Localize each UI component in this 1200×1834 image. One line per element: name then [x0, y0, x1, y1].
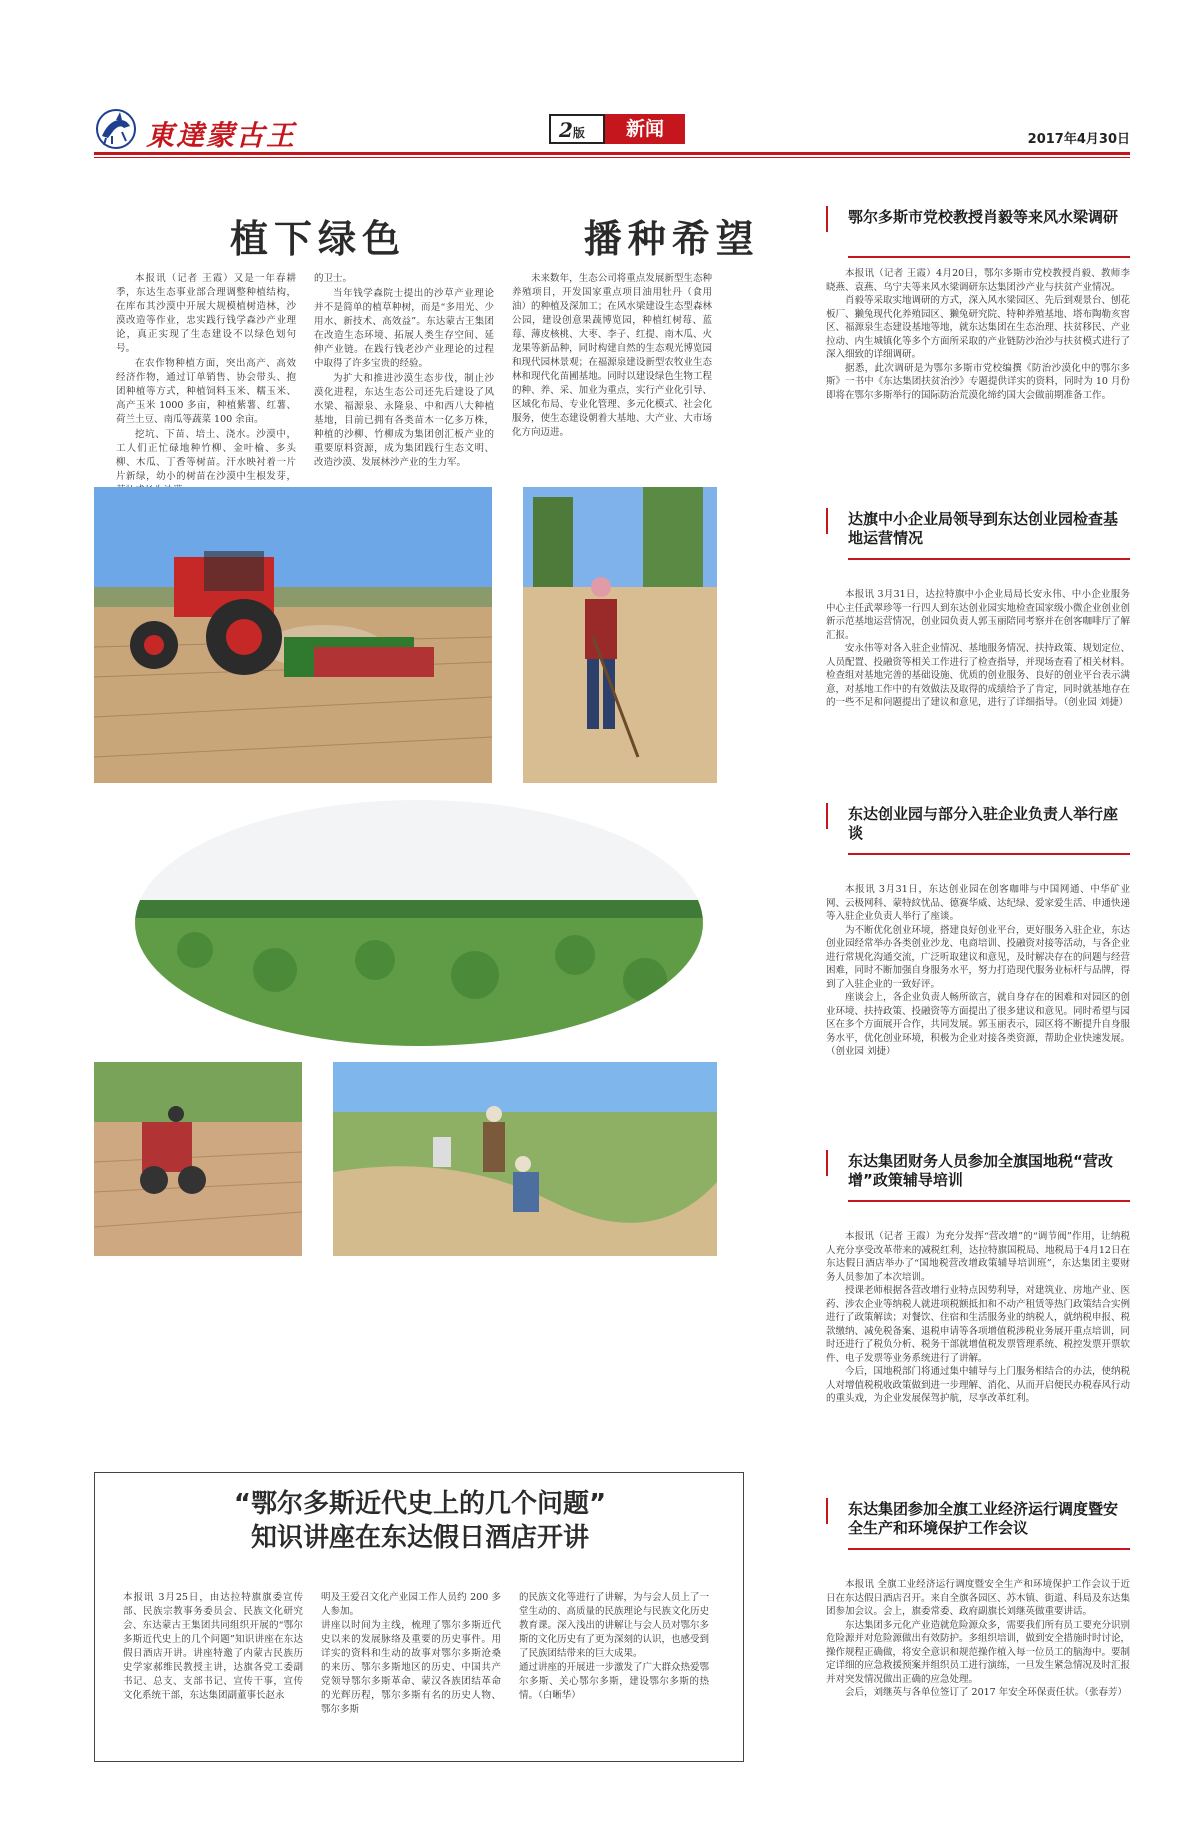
lecture-column-1: 本报讯 3月25日，由达拉特旗旗委宣传部、民族宗教事务委员会、民族文化研究会、东达蒙古王集团共同组织开展的“鄂尔多斯近代史上的几个问题”知识讲座在东达假日酒店开讲。讲座特邀了内蒙古民族历史学家郝维民教授主讲，达旗各党工委副书记、总支、支部书记、宣传干事，宣传文化系统干部，东达集团副董事长赵永: [123, 1592, 303, 1701]
side-article-title: 东达集团财务人员参加全旗国地税“营改增”政策辅导培训: [848, 1152, 1113, 1189]
edition-number: 2: [559, 118, 573, 142]
paragraph: 挖坑、下苗、培土、浇水。沙漠中，工人们正忙碌地种竹柳、金叶榆、多头柳、木瓜、丁香等树苗。汗水映衬着一片片新绿，幼小的树苗在沙漠中生根发芽，: [116, 429, 296, 482]
paragraph: 今后，国地税部门将通过集中辅导与上门服务相结合的办法，使纳税人对增值税税收政策做到进一步理解、消化、从而开启便民办税春风行动的重头戏，为企业发展保驾护航，尽享改革红利。: [826, 1366, 1131, 1404]
lecture-title: [95, 1487, 745, 1555]
paragraph: 本报讯（记者 王霞）又是一年春耕季，东达生态事业部合理调整种植结构，在库布其沙漠中开展大规模植树造林，沙漠改造等作业，忠实践行钱学森沙产业理论，真正实现了生态建设不以绿色划句号。: [116, 273, 296, 354]
photo-woman-planting: [523, 487, 717, 783]
photo-grassland-oval: [135, 800, 703, 1046]
lecture-column-3: 的民族文化等进行了讲解，为与会人员上了一堂生动的、高质量的民族理论与民族文化历史教育课。深入浅出的讲解让与会人员对鄂尔多斯的文化历史有了更为深刻的认识，也感受到了民族团结带来的巨大成果。 通过讲座的开展进一步激发了广大群众热爱鄂尔多斯、关心鄂尔多斯，建设鄂尔多斯的热情。（白晰华）: [519, 1592, 710, 1701]
side-article-body: [826, 883, 1130, 1059]
main-column-2: [314, 272, 494, 471]
side-article-4: [826, 1152, 1130, 1406]
lecture-title-line-1: “鄂尔多斯近代史上的几个问题”: [233, 1489, 607, 1519]
lecture-article: [94, 1472, 744, 1762]
paragraph: 本报讯 3月31日，达拉特旗中小企业局局长安永伟、中小企业服务中心主任武翠珍等一行四人到东达创业园实地检查国家级小微企业创业创新示范基地运营情况，创业园负责人郭玉丽陪同考察并在创客咖啡厅了解汇报。: [826, 589, 1131, 641]
side-article-body: [826, 588, 1130, 710]
paragraph: 东达集团多元化产业造就危险源众多，需要我们所有员工要充分识别危险源并对危险源做出有效防护。多组织培训，做到安全措施时时讨论，操作规程正确做，将安全意识和规范操作植入每一位员工的脑海中。要制定详细的应急救援预案并组织员工进行演练，一旦发生紧急情况及时汇报并对突发情况做出正确的应急处理。: [826, 1619, 1131, 1685]
masthead: [94, 108, 1130, 154]
paragraph: 本报讯（记者 王霞）4月20日，鄂尔多斯市党校教授肖毅、教师李晓燕、袁燕、乌宁夫等来风水梁调研东达集团沙产业与扶贫产业情况。: [826, 268, 1130, 293]
paragraph: 为扩大和推进沙漠生态步伐，制止沙漠化进程，东达生态公司还先后建设了风水梁、福源泉、永隆泉、中和西八大种植基地，目前已拥有各类苗木一亿多万株，种植的沙柳、竹柳成为集团创汇板产业的重要原料资源，成为集团践行生态文明、改造沙漠、发展林沙产业的生力军。: [314, 373, 494, 468]
paragraph: 在农作物种植方面，突出高产、高效经济作物，通过订单销售、协会带头、抱团种植等方式，种植饲料玉米、糯玉米、高产玉米 1000 多亩，种植紫薯、红薯、荷兰土豆、南瓜等蔬菜 100 余亩。: [116, 358, 296, 425]
side-article-title: 达旗中小企业局领导到东达创业园检查基地运营情况: [848, 510, 1119, 547]
horse-rider-logo-icon: [94, 108, 138, 150]
side-article-title: 东达集团参加全旗工业经济运行调度暨安全生产和环境保护工作会议: [848, 1500, 1119, 1537]
edition-suffix: 版: [572, 126, 585, 140]
section-tab: 新闻: [605, 114, 685, 144]
side-title-underline: [848, 256, 1130, 258]
main-headline: 植下绿色 播种希望: [230, 217, 760, 261]
side-article-body: [826, 1578, 1130, 1700]
paragraph: 未来数年，生态公司将重点发展新型生态种养殖项目，开发国家重点项目油用牡丹（食用油）的种植及深加工；在风水梁建设生态型森林公园，建设创意果蔬博览园，种植红树莓、蓝莓、薄皮核桃、大枣、李子、红提、南木瓜、火龙果等新品种，同时构建自然的生态观光博览园和现代园林景观；在福源泉建设新型农牧业生态林和现代化苗圃基地。同时以建设绿色生物工程的种、养、采、加业为重点，实行产业化引导、区域化布局、专业化管理、多元化模式、社会化服务，使生态建设朝着大基地、大产业、大市场化方向迈进。: [512, 273, 712, 438]
side-title-underline: [848, 853, 1130, 855]
masthead-rule-thin: [94, 157, 1130, 158]
lecture-column-2: 明及王爱召文化产业园工作人员约 200 多人参加。 讲座以时间为主线，梳理了鄂尔多斯近代史以来的发展脉络及重要的历史事件。用详实的资料和生动的故事对鄂尔多斯沧桑的来历、鄂尔多斯地区的历史、中国共产党领导鄂尔多斯革命、蒙汉各族团结革命的光辉历程，鄂尔多斯有名的历史人物、鄂尔多斯: [321, 1592, 501, 1715]
logo-text: 東達蒙古王: [146, 119, 297, 152]
side-article-title: 东达创业园与部分入驻企业负责人举行座谈: [848, 805, 1119, 842]
photo-workers-planting: [333, 1062, 717, 1256]
main-column-3: [512, 272, 712, 441]
paragraph: 安永伟等对各入驻企业情况、基地服务情况、扶持政策、规划定位、人员配置、投融资等相关工作进行了检查指导，并现场查看了相关材料。检查组对基地完善的基础设施、优质的创业服务、良好的创业平台表示满意，对基地工作中的有效做法及取得的成绩给予了肯定，同时就基地存在的一些不足和问题提出了建议和意见，进行了详细指导。（创业园 刘捷）: [826, 643, 1131, 708]
issue-date: 2017年4月30日: [1027, 132, 1130, 147]
paragraph: 当年钱学森院士提出的沙草产业理论并不是简单的植草种树，而是“多用光、少用水、新技术、高效益”。东达蒙古王集团在改造生态环境、拓展人类生存空间、延伸产业链。在践行钱老沙产业理论的过程中取得了许多宝贵的经验。: [314, 288, 494, 369]
paragraph: 授课老师根据各营改增行业特点因势利导，对建筑业、房地产业、医药、涉农企业等纳税人就进项税额抵扣和不动产租赁等热门政策结合实例进行了政策解读；对餐饮、住宿和生活服务业的纳税人，就纳税申报、税款缴纳、减免税备案、退税申请等各项增值税涉税业务展开重点培训，同时还进行了税负分析、税务干部就增值税发票管理系统、税控发票开票软件、电子发票等业务系统进行了讲解。: [826, 1285, 1131, 1364]
paragraph: 本报讯（记者 王霞）为充分发挥“营改增”的“调节阀”作用，让纳税人充分享受改革带来的减税红利，达拉特旗国税局、地税局于4月12日在东达假日酒店举办了“国地税营改增政策辅导培训班”，东达集团主要财务人员参加了本次培训。: [826, 1231, 1130, 1283]
side-article-title: 鄂尔多斯市党校教授肖毅等来风水梁调研: [848, 208, 1119, 226]
edition-number-box: [549, 114, 605, 144]
paragraph: 为不断优化创业环境，搭建良好创业平台，更好服务入驻企业，东达创业园经常举办各类创业沙龙、电商培训、投融资对接等活动，与各企业进行常规化沟通交流，广泛听取建议和意见，及时解决存在的问题与经营困难，同时不断加强自身服务水平，努力打造现代服务业标杆与品牌，得到了入驻企业的一致好评。: [826, 924, 1131, 990]
paragraph: 座谈会上，各企业负责人畅所欲言，就自身存在的困难和对园区的创业环境、扶持政策、投融资等方面提出了很多建议和意见。同时希望与园区在多个方面展开合作，共同发展。郭玉丽表示，园区将不断提升自身服务水平，优化创业环境，积极为企业对接各类资源，帮助企业快速发展。（创业园 刘捷）: [826, 992, 1131, 1057]
photo-tractor-plowing: [94, 487, 492, 783]
paragraph: 本报讯 3月31日，东达创业园在创客咖啡与中国网通、中华矿业网、云极网科、蒙特紋忧品、德赛华威、达纪绿、爱家爱生活、申通快递等入驻企业负责人举行了座谈。: [826, 884, 1131, 922]
side-article-5: [826, 1500, 1130, 1700]
side-article-3: [826, 805, 1130, 1059]
paragraph: 据悉，此次调研是为鄂尔多斯市党校编撰《防治沙漠化中的鄂尔多斯》一书中《东达集团扶贫治沙》专题提供详实的资料，同时为 10 月份即将在鄂尔多斯举行的国际防治荒漠化缔约国大会做前期准备工作。: [826, 362, 1130, 401]
side-article-2: [826, 510, 1130, 710]
side-article-body: [826, 1230, 1130, 1406]
photo-machine-planting: [94, 1062, 302, 1256]
paragraph: 的卫士。: [314, 273, 353, 284]
paragraph: 本报讯 全旗工业经济运行调度暨安全生产和环境保护工作会议于近日在东达假日酒店召开。来自全旗各园区、苏木镇、街道、科局及东达集团参加会议。会上，旗委常委、政府副旗长刘继英做重要讲话。: [826, 1579, 1131, 1617]
side-title-underline: [848, 1548, 1130, 1550]
side-article-body: [826, 267, 1130, 402]
masthead-rule: [94, 152, 1130, 155]
lecture-title-line-2: 知识讲座在东达假日酒店开讲: [250, 1523, 589, 1553]
side-article-1: [826, 208, 1130, 402]
side-title-underline: [848, 1200, 1130, 1202]
main-column-1: [116, 272, 296, 499]
side-title-underline: [848, 558, 1130, 560]
paragraph: 肖毅等采取实地调研的方式，深入风水梁园区、先后到观景台、刨花板厂、獭兔现代化养殖园区、獭兔研究院、特种养殖基地、塔布陶勒亥窖区、福源泉生态建设基地等地，就东达集团在生态治理、扶贫移民、产业拉动、内生城镇化等多个方面所采取的产业链防沙治沙与扶贫模式进行了深入细致的详细调研。: [826, 295, 1131, 360]
paragraph: 会后，刘继英与各单位签订了 2017 年安全环保责任状。（张春芳）: [845, 1687, 1127, 1698]
